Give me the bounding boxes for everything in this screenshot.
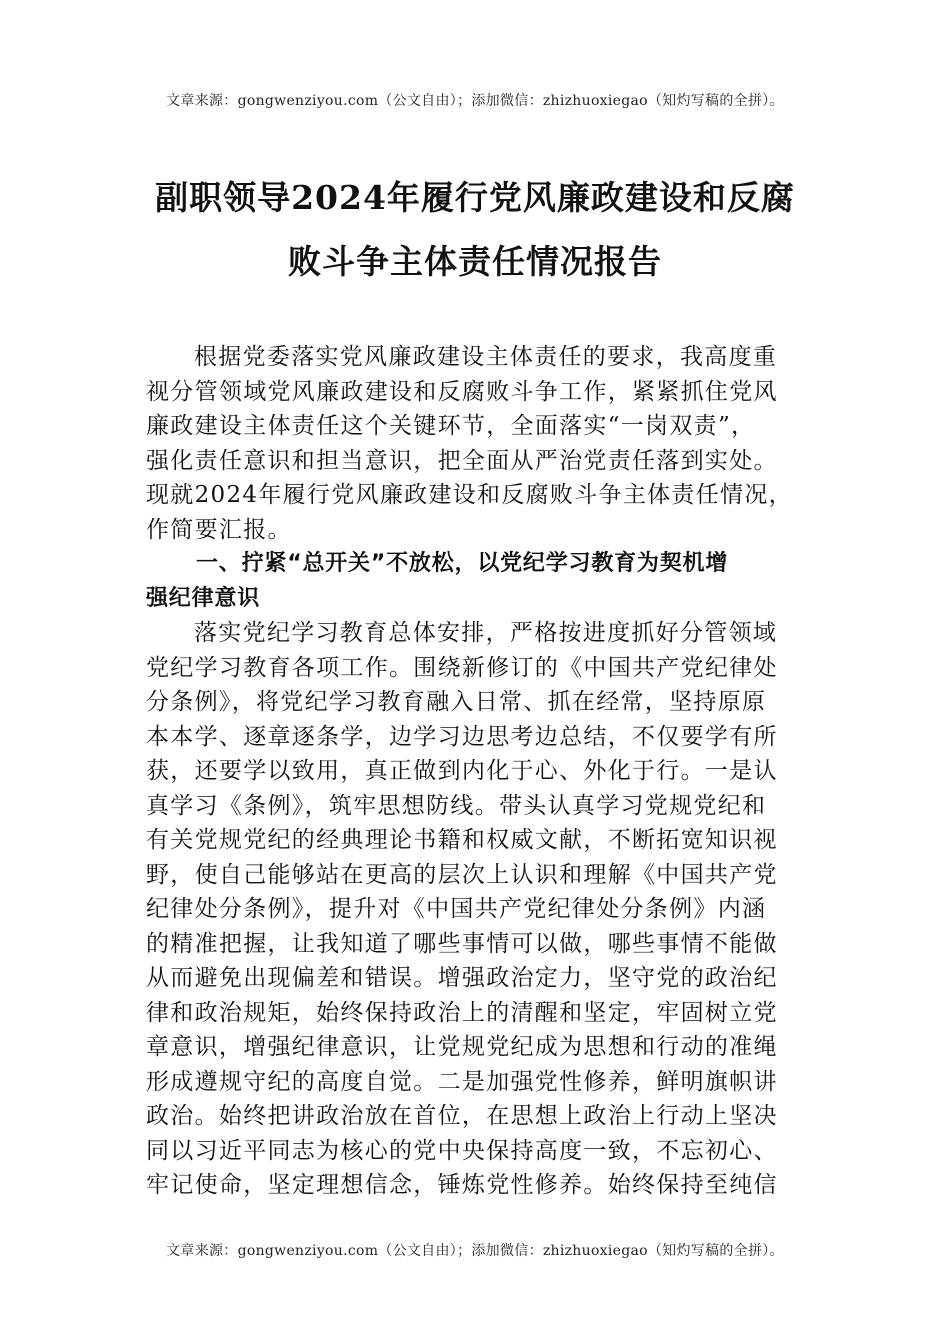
text-line: 形成遵规守纪的高度自觉。二是加强党性修养，鲜明旗帜讲 xyxy=(146,1068,778,1095)
text-line: 同以习近平同志为核心的党中央保持高度一致，不忘初心、 xyxy=(146,1137,778,1164)
text-line: 党纪学习教育各项工作。围绕新修订的《中国共产党纪律处 xyxy=(146,654,778,681)
document-title-line-1: 副职领导2024年履行党风廉政建设和反腐 xyxy=(155,178,795,217)
text-line: 野，使自己能够站在更高的层次上认识和理解《中国共产党 xyxy=(146,861,778,888)
text-line: 真学习《条例》，筑牢思想防线。带头认真学习党规党纪和 xyxy=(146,792,767,819)
source-notice-footer: 文章来源：gongwenziyou.com（公文自由）；添加微信：zhizhuoxiegao（知灼写稿的全拼）。 xyxy=(166,1243,784,1259)
document-body xyxy=(146,340,826,1203)
section-heading-1 xyxy=(146,547,826,616)
text-line: 廉政建设主体责任这个关键环节，全面落实“一岗双责”， xyxy=(146,413,756,439)
heading-line: 一、拧紧“总开关”不放松，以党纪学习教育为契机增 xyxy=(196,551,729,576)
document-title-line-2: 败斗争主体责任情况报告 xyxy=(288,242,662,281)
text-line: 章意识，增强纪律意识，让党规党纪成为思想和行动的准绳 xyxy=(146,1034,778,1060)
text-line: 的精准把握，让我知道了哪些事情可以做，哪些事情不能做 xyxy=(146,930,778,957)
heading-line: 强纪律意识 xyxy=(146,585,261,611)
intro-paragraph xyxy=(146,340,826,547)
text-line: 有关党规党纪的经典理论书籍和权威文献，不断拓宽知识视 xyxy=(146,827,778,853)
text-line: 根据党委落实党风廉政建设主体责任的要求，我高度重 xyxy=(194,344,778,370)
text-line: 作简要汇报。 xyxy=(146,516,292,543)
text-line: 牢记使命，坚定理想信念，锤炼党性修养。始终保持至纯信 xyxy=(146,1172,778,1198)
text-line: 视分管领域党风廉政建设和反腐败斗争工作，紧紧抓住党风 xyxy=(146,378,778,405)
text-line: 纪律处分条例》，提升对《中国共产党纪律处分条例》内涵 xyxy=(146,896,767,922)
text-line: 现就2024年履行党风廉政建设和反腐败斗争主体责任情况， xyxy=(146,482,793,508)
text-line: 律和政治规矩，始终保持政治上的清醒和坚定，牢固树立党 xyxy=(146,999,778,1026)
text-line: 获，还要学以致用，真正做到内化于心、外化于行。一是认 xyxy=(146,758,778,784)
text-line: 政治。始终把讲政治放在首位，在思想上政治上行动上坚决 xyxy=(146,1103,778,1129)
text-line: 强化责任意识和担当意识，把全面从严治党责任落到实处。 xyxy=(146,447,778,474)
text-line: 分条例》，将党纪学习教育融入日常、抓在经常，坚持原原 xyxy=(146,689,767,715)
text-line: 本本学、逐章逐条学，边学习边思考边总结，不仅要学有所 xyxy=(146,723,778,750)
section-1-paragraph xyxy=(146,616,826,1203)
source-notice-header: 文章来源：gongwenziyou.com（公文自由）；添加微信：zhizhuoxiegao（知灼写稿的全拼）。 xyxy=(166,93,784,109)
text-line: 落实党纪学习教育总体安排，严格按进度抓好分管领域 xyxy=(194,620,778,646)
text-line: 从而避免出现偏差和错误。增强政治定力，坚守党的政治纪 xyxy=(146,965,778,991)
